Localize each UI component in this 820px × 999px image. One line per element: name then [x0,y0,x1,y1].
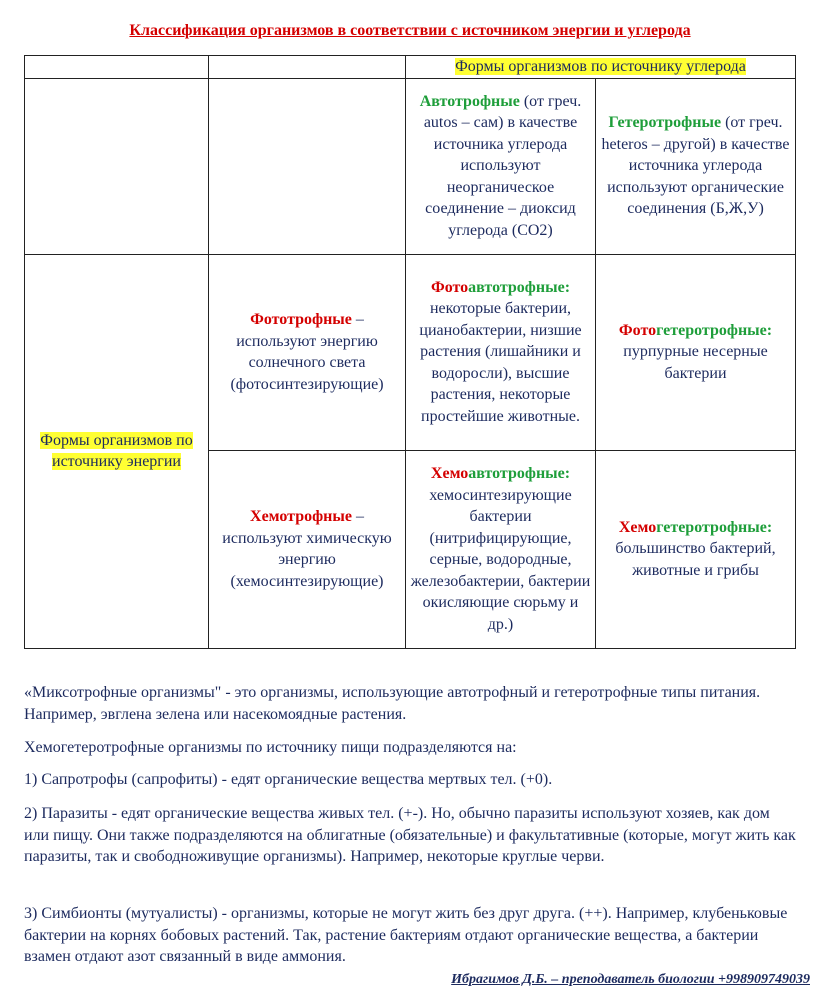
document-title: Классификация организмов в соответствии с источником энергии и углерода [129,22,691,39]
paragraph-mixotrophs: «Миксотрофные организмы" - это организмы, использующие автотрофный и гетеротрофные типы питания. Например, эвглена зелена или насекомоядные растения. [24,684,761,723]
photoautotroph-cell: Фотоавтотрофные: некоторые бактерии, цианобактерии, низшие растения (лишайники и водоросли), высшие растения, некоторые простейшие животные. [406,254,596,450]
empty-cell [209,78,406,254]
paragraph-parasites: 2) Паразиты - едят органические вещества живых тел. (+-). Но, обычно паразиты используют хозяев, как дом или пищу. Они также подразделяются на облигатные (обязательные) и факультативные (которые, могут жить как паразиты, так и свободноживущие организмы). Например, некоторые круглые черви. [24,805,796,865]
empty-cell [25,78,209,254]
carbon-source-header: Формы организмов по источнику углерода [406,56,796,79]
author-footer: Ибрагимов Д.Б. – преподаватель биологии +998909749039 [451,972,810,987]
photoheterotroph-cell: Фотогетеротрофные: пурпурные несерные бактерии [596,254,796,450]
heterotroph-cell: Гетеротрофные (от греч. heteros – другой) в качестве источника углерода используют органические соединения (Б,Ж,У) [596,78,796,254]
paragraph-saprotrophs: 1) Сапротрофы (сапрофиты) - едят органические вещества мертвых тел. (+0). [24,771,553,788]
empty-cell [25,56,209,79]
autotroph-cell: Автотрофные (от греч. autos – сам) в качестве источника углерода используют неорганическое соединение – диоксид углерода (CO2) [406,78,596,254]
chemotroph-cell: Хемотрофные – используют химическую энергию (хемосинтезирующие) [209,450,406,648]
chemoheterotroph-cell: Хемогетеротрофные: большинство бактерий, животные и грибы [596,450,796,648]
table-row [25,78,796,254]
energy-source-header: Формы организмов по источнику энергии [25,254,209,648]
table-row [25,254,796,450]
classification-table [24,55,796,649]
empty-cell [209,56,406,79]
table-row [25,56,796,79]
paragraph-chemoheterotrophs: Хемогетеротрофные организмы по источнику пищи подразделяются на: [24,739,517,756]
phototroph-cell: Фототрофные – используют энергию солнечного света (фотосинтезирующие) [209,254,406,450]
paragraph-symbionts: 3) Симбионты (мутуалисты) - организмы, которые не могут жить без друг друга. (++). Например, клубеньковые бактерии на корнях бобовых растений. Так, растение бактериям отдают органические вещества, а бактерии взамен отдают азот связанный в виде аммония. [24,905,788,965]
chemoautotroph-cell: Хемоавтотрофные: хемосинтезирующие бактерии (нитрифицирующие, серные, водородные, железобактерии, бактерии окисляющие сюрьму и др.) [406,450,596,648]
